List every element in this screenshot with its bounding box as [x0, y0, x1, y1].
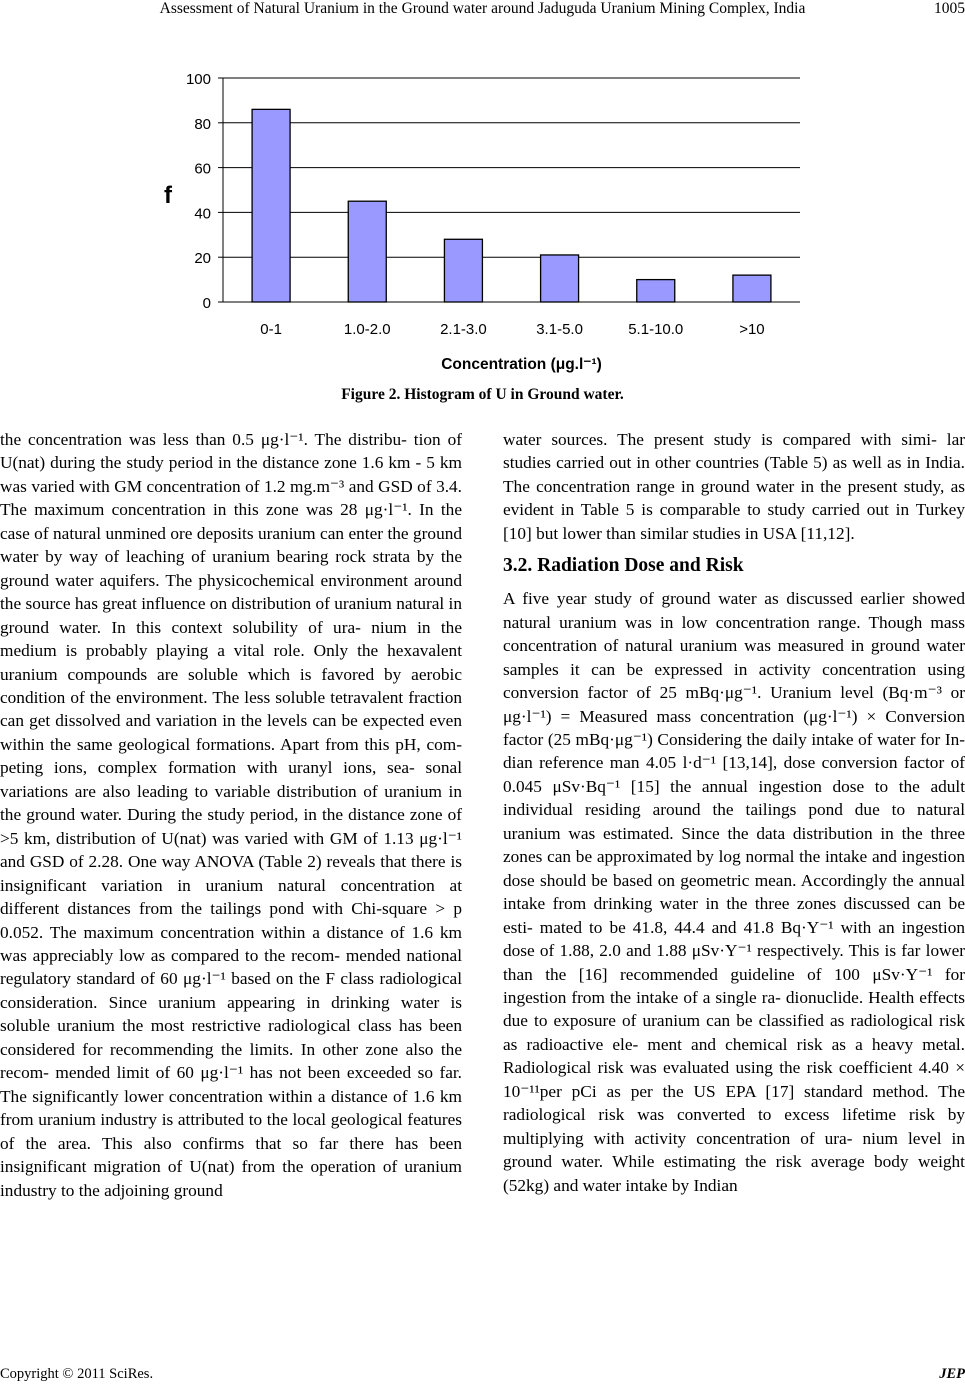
journal-abbreviation: JEP [939, 1366, 965, 1382]
histogram-bar [637, 280, 675, 302]
left-column [0, 428, 462, 1202]
x-tick-label: 1.0-2.0 [343, 321, 391, 338]
histogram-bar [444, 239, 482, 302]
histogram-bar [733, 275, 771, 302]
x-tick-label: 0-1 [260, 321, 282, 338]
y-tick-label: 40 [194, 205, 211, 223]
page-number: 1005 [934, 0, 965, 17]
right-paragraph-1: water sources. The present study is compared with simi- lar studies carried out in other countries (Table 5) as well as in India. The concentration range in ground water in the present study, as evident in Table 5 is comparable to study carried out in Turkey [10] but lower than similar studies in USA [11,12]. [503, 430, 965, 543]
y-tick-label: 0 [202, 295, 211, 312]
copyright-notice: Copyright © 2011 SciRes. [0, 1366, 154, 1382]
x-tick-label: >10 [739, 321, 765, 338]
left-paragraph-1: the concentration was less than 0.5 μg·l⁻¹. The distribu- tion of U(nat) during the study period in the distance zone 1.6 km - 5 km was varied with GM concentration of 1.2 mg.m⁻³ and GSD of 3.4. The maximum concentration in this zone was 28 μg·l⁻¹. In the case of natural unmined ore deposits uranium can enter the ground water by way of leaching of uranium bearing rock strata by the ground water aquifers. The physicochemical environment around the source has great influence on distribution of uranium natural in ground water. In this context solubility of ura- nium in the medium is probably playing a vital role. Only the hexavalent uranium compounds are soluble which is favored by aerobic condition of the environment. The less soluble tetravalent fraction can get dissolved and variation in the levels can be expected even within the same geological formations. Apart from this pH, com- peting ions, complex formation with uranyl ions, sea- sonal variations are also leading to variable distribution of uranium in the ground water. During the study period, in the distance zone of >5 km, distribution of U(nat) was varied with GM of 1.13 μg·l⁻¹ and GSD of 2.28. One way ANOVA (Table 2) reveals that there is insignificant variation in uranium natural concentration at different distances from the tailings pond with Chi-square > p 0.052. The maximum concentration within a distance of 1.6 km was appreciably low as compared to the recom- mended national regulatory standard of 60 μg·l⁻¹ based on the F class radiological consideration. Since uranium appearing in drinking water is soluble uranium the most restrictive radiological class has been considered for recommending the limits. In other zone also the recom- mended limit of 60 μg·l⁻¹ has not been exceeded so far. The significantly lower concentration within a distance of 1.6 km from uranium industry is attributed to the local geological features of the area. This also confirms that so far there has been insignificant migration of U(nat) from the operation of uranium industry to the adjoining ground [0, 430, 462, 1200]
y-tick-label: 100 [185, 71, 211, 88]
x-axis-label: Concentration (μg.l⁻¹) [441, 356, 602, 373]
y-tick-label: 20 [194, 250, 211, 268]
y-axis-label: f [164, 182, 172, 209]
y-tick-label: 80 [194, 115, 211, 133]
y-tick-label: 60 [194, 160, 211, 178]
page-footer [0, 1366, 965, 1386]
running-title: Assessment of Natural Uranium in the Ground water around Jaduguda Uranium Mining Complex, India [159, 0, 806, 17]
histogram-chart [150, 60, 820, 390]
right-paragraph-2: A five year study of ground water as discussed earlier showed natural uranium was in low concentration range. Though mass concentration of natural uranium was measured in ground water samples it can be expressed in activity concentration using conversion factor of 25 mBq·μg⁻¹. Uranium level (Bq·m⁻³ or μg·l⁻¹) = Measured mass concentration (μg·l⁻¹) × Conversion factor (25 mBq·μg⁻¹) Considering the daily intake of water for In- dian reference man 4.05 l·d⁻¹ [13,14], dose conversion factor of 0.045 μSv·Bq⁻¹ [15] the annual ingestion dose to the adult individual residing around the tailings pond due to natural uranium was estimated. Since the data distribution in the three zones can be approximated by log normal the intake and ingestion dose should be based on geometric mean. Accordingly the annual intake from drinking water in the three zones discussed can be esti- mated to be 41.8, 44.4 and 41.8 Bq·Y⁻¹ with an ingestion dose of 1.88, 2.0 and 1.88 μSv·Y⁻¹ respectively. This is far lower than the [16] recommended guideline of 100 μSv·Y⁻¹ for ingestion from the intake of a single ra- dionuclide. Health effects due to exposure of uranium can be classified as radiological risk as radioactive ele- ment and chemical risk as a heavy metal. Radiological risk was evaluated using the risk coefficient 4.40 × 10⁻¹¹per pCi as per the US EPA [17] standard method. The radiological risk was converted to excess lifetime risk by multiplying with activity concentration of ura- nium level in ground water. While estimating the risk average body weight (52kg) and water intake by Indian [503, 589, 965, 1195]
histogram-bar [348, 201, 386, 302]
x-tick-label: 2.1-3.0 [440, 321, 487, 338]
x-tick-label: 5.1-10.0 [628, 321, 684, 338]
running-header [0, 0, 965, 22]
histogram-bar [252, 109, 290, 302]
histogram-bar [541, 255, 579, 302]
histogram-figure [150, 60, 820, 390]
figure-caption: Figure 2. Histogram of U in Ground water. [341, 386, 624, 403]
section-heading: 3.2. Radiation Dose and Risk [503, 555, 744, 577]
right-column [503, 428, 965, 1197]
x-tick-label: 3.1-5.0 [536, 321, 583, 338]
